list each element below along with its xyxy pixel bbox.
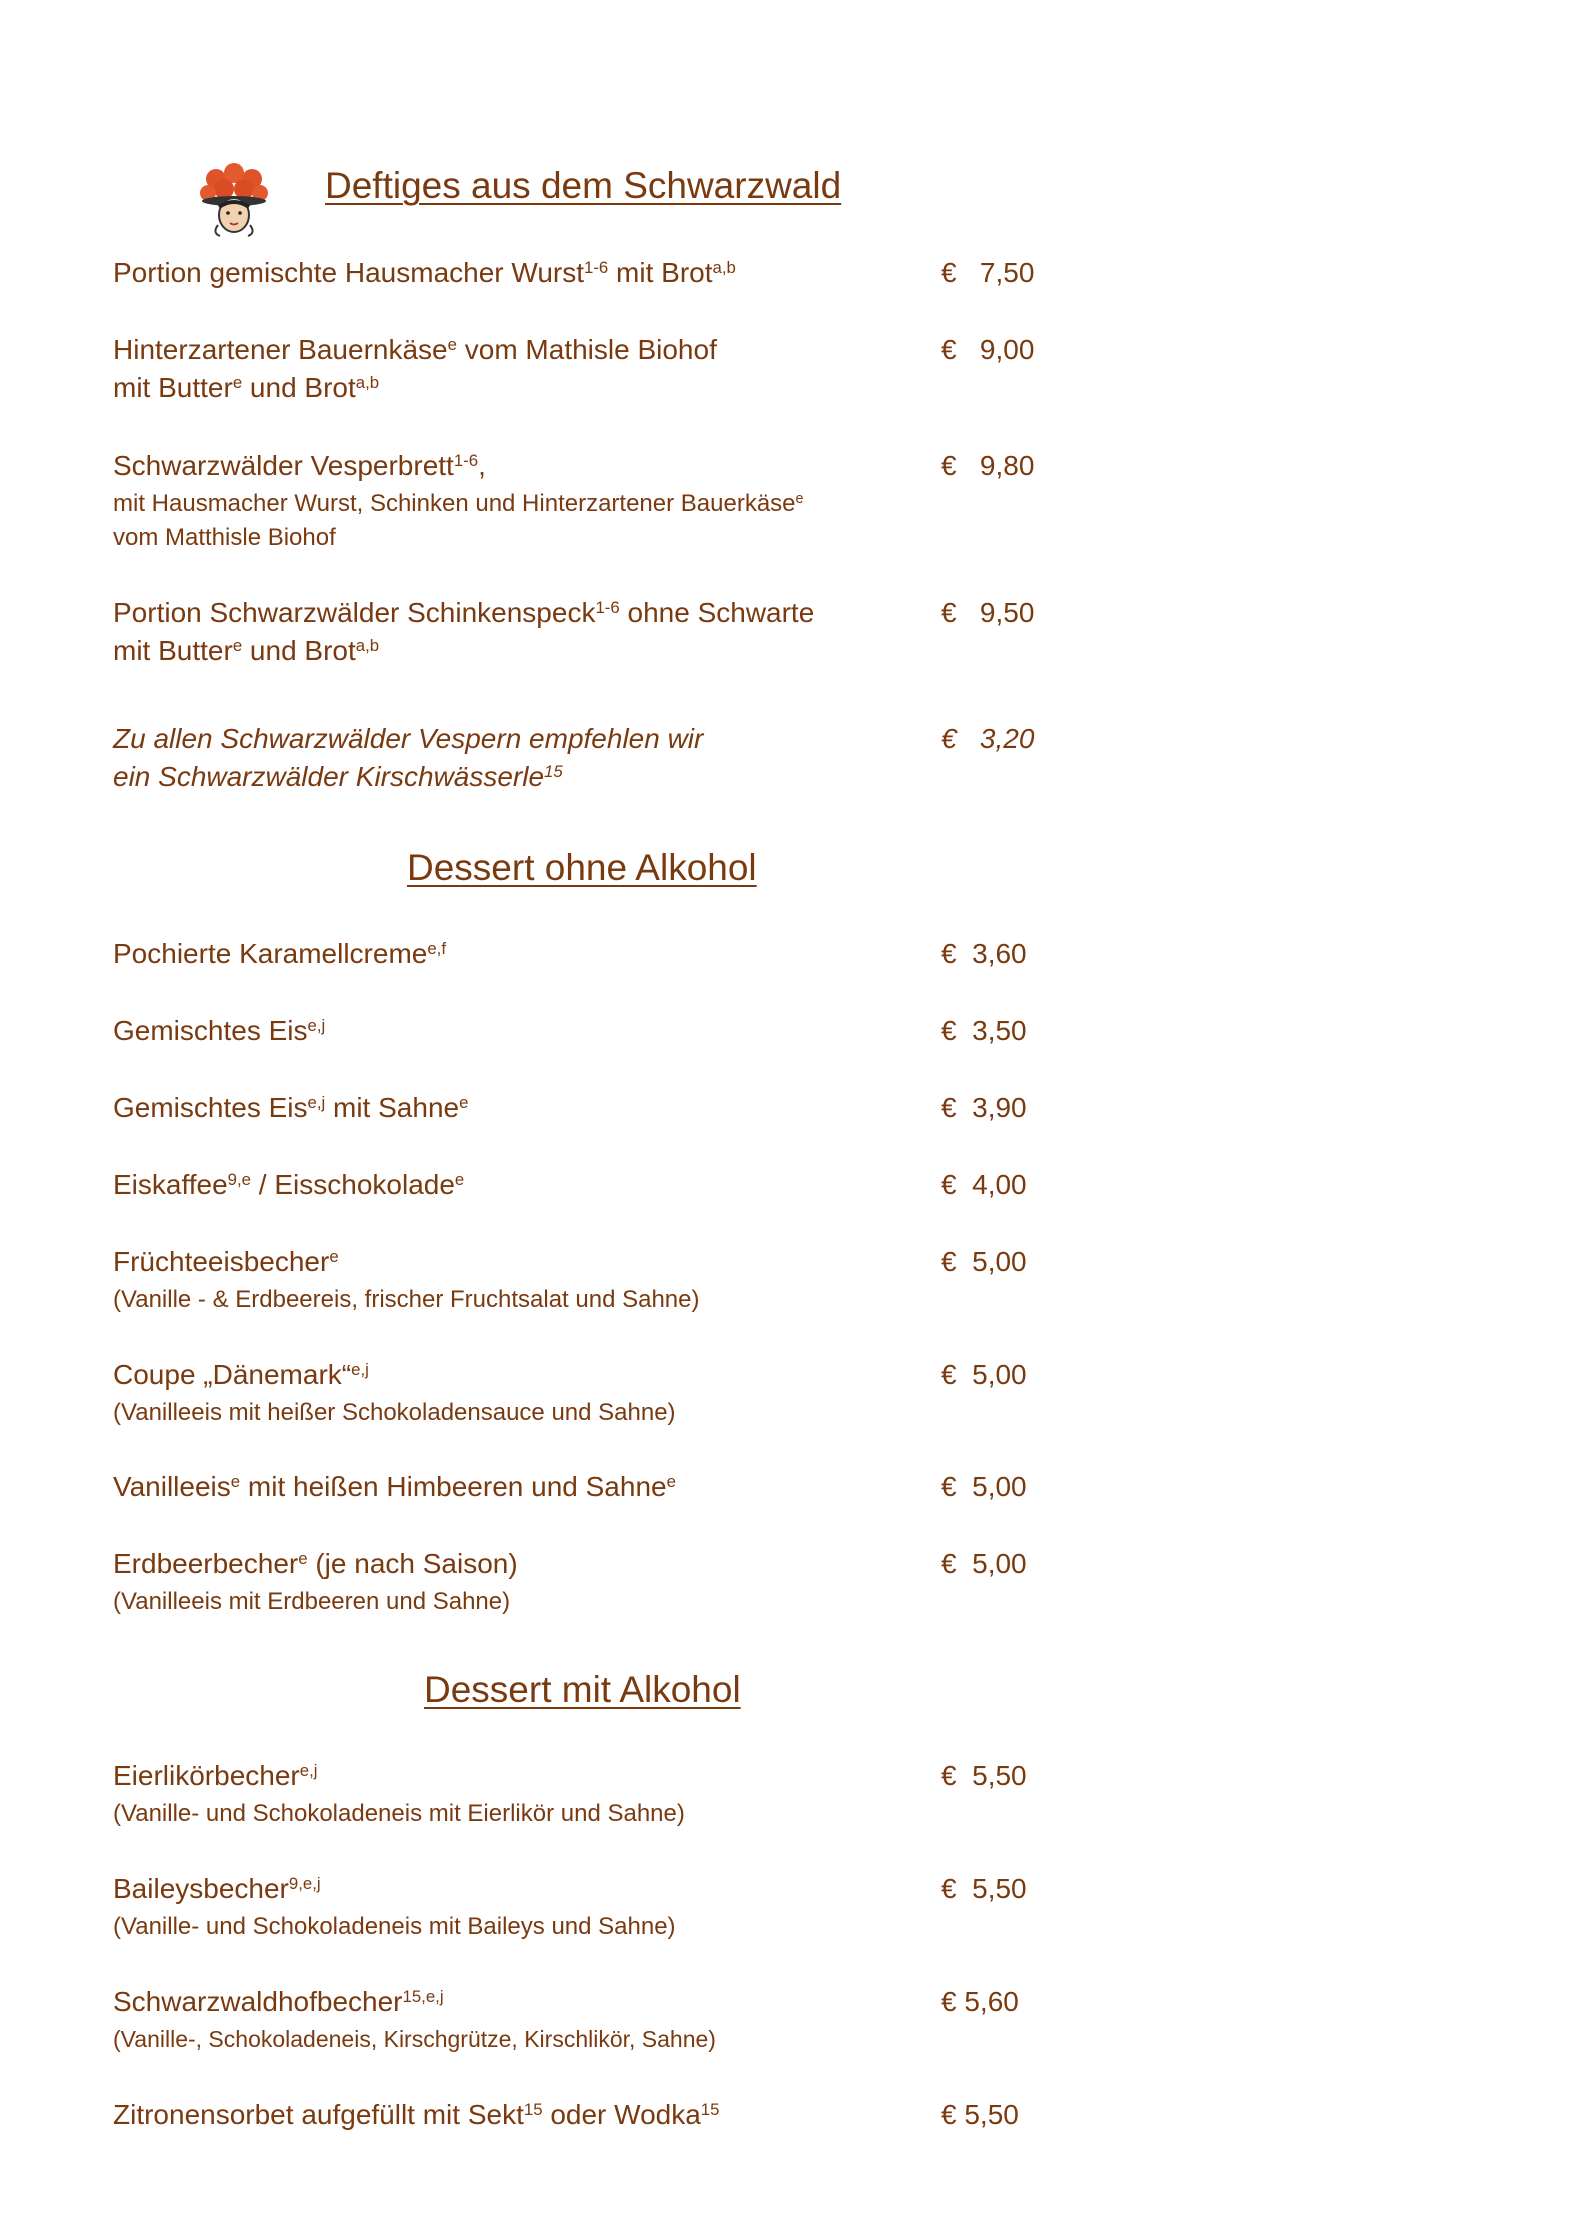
price-vesperbrett: € 9,80 bbox=[941, 450, 1035, 481]
menu-item-vanilleeis-himbeeren: Vanilleeis$^e$ mit heißen Himbeeren und Sahne$^e$ bbox=[113, 1471, 676, 1502]
menu-item-coupe-daenemark-desc: (Vanilleeis mit heißer Schokoladensauce und Sahne) bbox=[113, 1399, 676, 1426]
menu-item-baileysbecher-desc: (Vanille- und Schokoladeneis mit Baileys und Sahne) bbox=[113, 1913, 676, 1940]
menu-item-wurst: Portion gemischte Hausmacher Wurst$^{1-6}$ mit Brot$^{a,b}$ bbox=[113, 257, 736, 288]
menu-item-erdbeerbecher-desc: (Vanilleeis mit Erdbeeren und Sahne) bbox=[113, 1588, 511, 1615]
menu-item-coupe-daenemark: Coupe „Dänemark“$^{e,j}$ bbox=[113, 1359, 369, 1390]
menu-item-schwarzwaldhofbecher: Schwarzwaldhofbecher$^{15,e,j}$ bbox=[113, 1986, 444, 2017]
menu-item-bauernkaese: Hinterzartener Bauernkäse$^e$ vom Mathisle Biohof bbox=[113, 334, 717, 365]
menu-item-vesperbrett: Schwarzwälder Vesperbrett$^{1-6}$, bbox=[113, 450, 486, 481]
menu-item-gemischtes-eis: Gemischtes Eis$^{e,j}$ bbox=[113, 1015, 326, 1046]
section-heading-dessert-mit-alkohol: Dessert mit Alkohol bbox=[424, 1669, 741, 1710]
menu-item-zitronensorbet: Zitronensorbet aufgefüllt mit Sekt$^{15}$ oder Wodka$^{15}$ bbox=[113, 2099, 720, 2130]
menu-item-kirschwasser: Zu allen Schwarzwälder Vespern empfehlen wir bbox=[113, 723, 704, 754]
price-eierlikoerbecher: € 5,50 bbox=[941, 1760, 1027, 1791]
price-eiskaffee: € 4,00 bbox=[941, 1169, 1027, 1200]
price-kirschwasser: € 3,20 bbox=[941, 723, 1035, 754]
price-coupe-daenemark: € 5,00 bbox=[941, 1359, 1027, 1390]
menu-item-vesperbrett-desc: mit Hausmacher Wurst, Schinken und Hinterzartener Bauerkäse$^e$ bbox=[113, 490, 804, 517]
menu-item-schinkenspeck-line2: mit Butter$^e$ und Brot$^{a,b}$ bbox=[113, 635, 380, 666]
menu-item-fruechteeisbecher: Früchteeisbecher$^e$ bbox=[113, 1246, 339, 1277]
menu-item-eiskaffee: Eiskaffee$^{9,e}$ / Eisschokolade$^e$ bbox=[113, 1169, 465, 1200]
price-zitronensorbet: € 5,50 bbox=[941, 2099, 1019, 2130]
menu-item-fruechteeisbecher-desc: (Vanille - & Erdbeereis, frischer Fruchtsalat und Sahne) bbox=[113, 1286, 700, 1313]
menu-item-karamellcreme: Pochierte Karamellcreme$^{e,f}$ bbox=[113, 938, 447, 969]
price-karamellcreme: € 3,60 bbox=[941, 938, 1027, 969]
price-schwarzwaldhofbecher: € 5,60 bbox=[941, 1986, 1019, 2017]
menu-item-vesperbrett-desc2: vom Matthisle Biohof bbox=[113, 524, 336, 551]
price-wurst: € 7,50 bbox=[941, 257, 1035, 288]
menu-item-erdbeerbecher: Erdbeerbecher$^e$ (je nach Saison) bbox=[113, 1548, 518, 1579]
price-gemischtes-eis-sahne: € 3,90 bbox=[941, 1092, 1027, 1123]
menu-item-baileysbecher: Baileysbecher$^{9,e,j}$ bbox=[113, 1873, 321, 1904]
price-schinkenspeck: € 9,50 bbox=[941, 597, 1035, 628]
price-bauernkaese: € 9,00 bbox=[941, 334, 1035, 365]
menu-item-kirschwasser-line2: ein Schwarzwälder Kirschwässerle$^{15}$ bbox=[113, 761, 563, 792]
bollenhut-woman-icon bbox=[198, 163, 270, 237]
menu-item-schwarzwaldhofbecher-desc: (Vanille-, Schokoladeneis, Kirschgrütze, Kirschlikör, Sahne) bbox=[113, 2026, 716, 2052]
menu-item-bauernkaese-line2: mit Butter$^e$ und Brot$^{a,b}$ bbox=[113, 372, 380, 403]
section-heading-deftiges: Deftiges aus dem Schwarzwald bbox=[325, 165, 842, 206]
price-gemischtes-eis: € 3,50 bbox=[941, 1015, 1027, 1046]
menu-item-gemischtes-eis-sahne: Gemischtes Eis$^{e,j}$ mit Sahne$^e$ bbox=[113, 1092, 469, 1123]
price-fruechteeisbecher: € 5,00 bbox=[941, 1246, 1027, 1277]
menu-item-eierlikoerbecher: Eierlikörbecher$^{e,j}$ bbox=[113, 1760, 318, 1791]
menu-item-schinkenspeck: Portion Schwarzwälder Schinkenspeck$^{1-6}$ ohne Schwarte bbox=[113, 597, 815, 628]
price-vanilleeis-himbeeren: € 5,00 bbox=[941, 1471, 1027, 1502]
price-baileysbecher: € 5,50 bbox=[941, 1873, 1027, 1904]
price-erdbeerbecher: € 5,00 bbox=[941, 1548, 1027, 1579]
section-heading-dessert-ohne-alkohol: Dessert ohne Alkohol bbox=[407, 847, 757, 888]
menu-item-eierlikoerbecher-desc: (Vanille- und Schokoladeneis mit Eierlikör und Sahne) bbox=[113, 1800, 685, 1827]
